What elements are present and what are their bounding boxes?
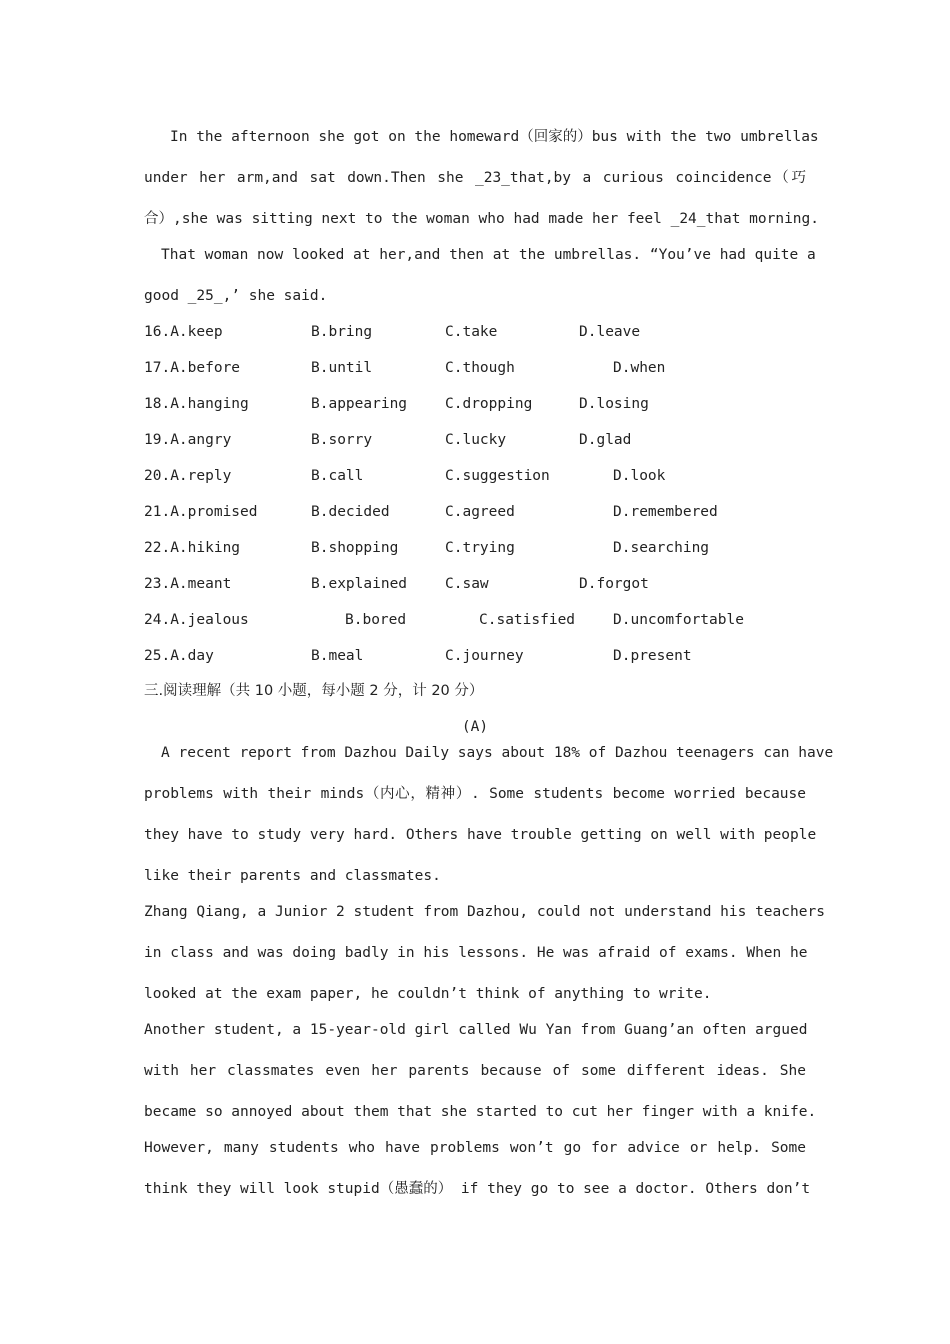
passage-line: they have to study very hard. Others have trouble getting on well with people <box>144 827 817 843</box>
option-d: D.look <box>613 468 666 484</box>
option-d: D.searching <box>613 540 710 556</box>
option-a: 21.A.promised <box>144 504 258 520</box>
passage-line: 合）,she was sitting next to the woman who had made her feel _24_that morning. <box>144 211 820 227</box>
option-c: C.saw <box>445 576 489 592</box>
option-d: D.uncomfortable <box>613 612 744 628</box>
option-a: 23.A.meant <box>144 576 232 592</box>
option-b: B.bored <box>345 612 407 628</box>
option-d: D.leave <box>579 324 641 340</box>
option-d: D.glad <box>579 432 632 448</box>
passage-line: good _25_,’ she said. <box>144 288 328 304</box>
option-c: C.though <box>445 360 515 376</box>
option-a: 19.A.angry <box>144 432 232 448</box>
option-a: 20.A.reply <box>144 468 232 484</box>
option-b: B.appearing <box>311 396 408 412</box>
option-d: D.forgot <box>579 576 649 592</box>
option-b: B.until <box>311 360 373 376</box>
option-b: B.meal <box>311 648 364 664</box>
passage-line: became so annoyed about them that she started to cut her finger with a knife. <box>144 1104 817 1120</box>
passage-line: A recent report from Dazhou Daily says about 18% of Dazhou teenagers can have <box>161 745 834 761</box>
passage-label: (A) <box>461 719 489 735</box>
passage-line: That woman now looked at her,and then at the umbrellas. “You’ve had quite a <box>161 247 816 263</box>
option-b: B.decided <box>311 504 390 520</box>
option-a: 24.A.jealous <box>144 612 249 628</box>
option-b: B.call <box>311 468 364 484</box>
option-d: D.when <box>613 360 666 376</box>
option-c: C.suggestion <box>445 468 550 484</box>
option-b: B.sorry <box>311 432 373 448</box>
option-b: B.shopping <box>311 540 399 556</box>
passage-line: Zhang Qiang, a Junior 2 student from Dazhou, could not understand his teachers <box>144 904 825 920</box>
option-d: D.remembered <box>613 504 718 520</box>
option-b: B.bring <box>311 324 373 340</box>
passage-line: in class and was doing badly in his lessons. He was afraid of exams. When he <box>144 945 808 961</box>
option-c: C.take <box>445 324 498 340</box>
passage-line: In the afternoon she got on the homeward（回家的）bus with the two umbrellas <box>170 129 819 145</box>
passage-line: like their parents and classmates. <box>144 868 441 884</box>
option-a: 18.A.hanging <box>144 396 249 412</box>
option-d: D.losing <box>579 396 649 412</box>
option-c: C.satisfied <box>479 612 576 628</box>
passage-line: looked at the exam paper, he couldn’t think of anything to write. <box>144 986 712 1002</box>
option-c: C.dropping <box>445 396 533 412</box>
passage-line: think they will look stupid（愚蠢的） if they go to see a doctor. Others don’t <box>144 1181 811 1197</box>
option-d: D.present <box>613 648 692 664</box>
passage-line: problems with their minds（内心，精神）. Some students become worried because <box>144 786 806 802</box>
section-heading: 三.阅读理解（共 10 小题，每小题 2 分，计 20 分） <box>144 683 484 699</box>
option-c: C.agreed <box>445 504 515 520</box>
option-c: C.trying <box>445 540 515 556</box>
option-b: B.explained <box>311 576 408 592</box>
option-a: 16.A.keep <box>144 324 223 340</box>
option-a: 22.A.hiking <box>144 540 241 556</box>
passage-line: Another student, a 15-year-old girl called Wu Yan from Guang’an often argued <box>144 1022 808 1038</box>
passage-line: However, many students who have problems won’t go for advice or help. Some <box>144 1140 806 1156</box>
option-c: C.journey <box>445 648 524 664</box>
passage-line: under her arm,and sat down.Then she _23_that,by a curious coincidence（巧 <box>144 170 806 186</box>
option-c: C.lucky <box>445 432 507 448</box>
passage-line: with her classmates even her parents because of some different ideas. She <box>144 1063 806 1079</box>
option-a: 17.A.before <box>144 360 241 376</box>
option-a: 25.A.day <box>144 648 214 664</box>
